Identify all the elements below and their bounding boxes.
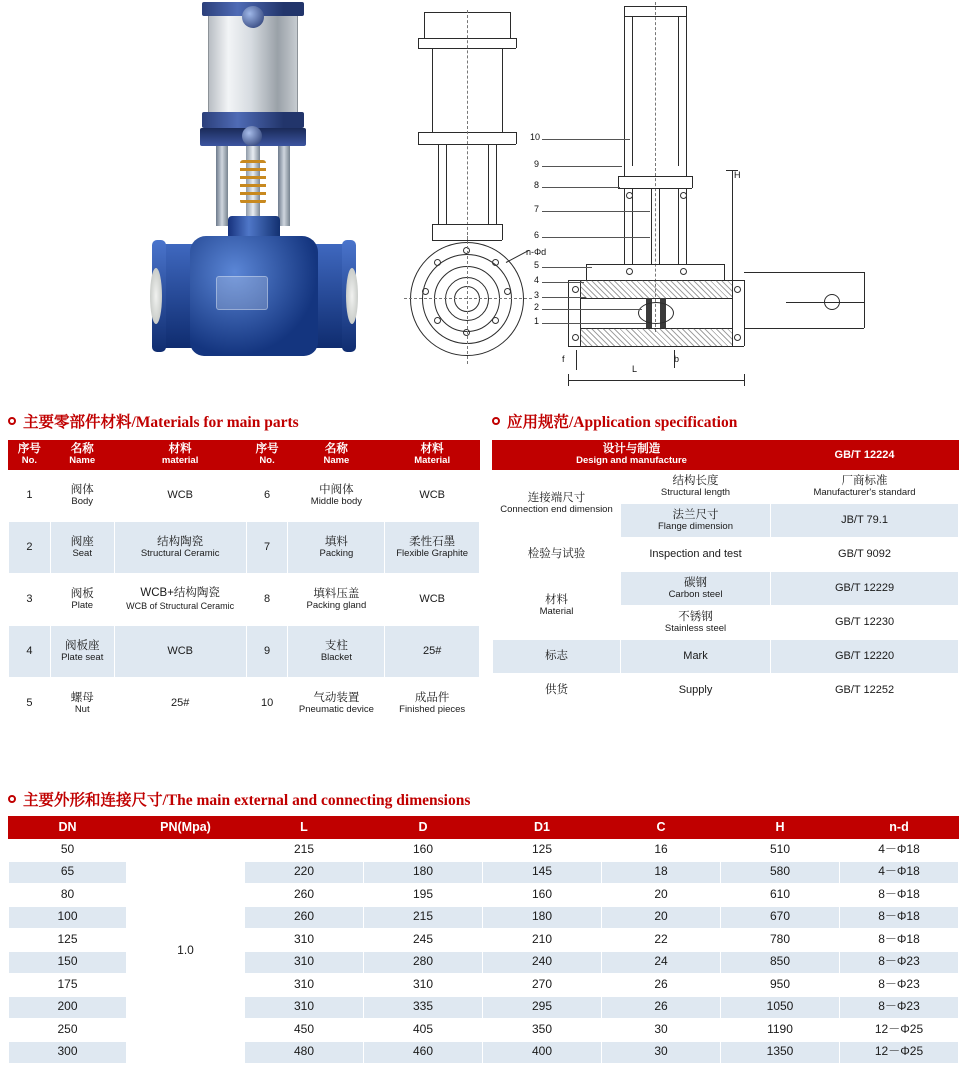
cell-d1: 350 — [483, 1019, 602, 1042]
callout-1: 1 — [534, 316, 540, 326]
cell-d: 335 — [364, 996, 483, 1019]
cell-name-cn: 填料压盖 — [313, 587, 360, 600]
header-name-left — [50, 441, 114, 470]
cell-name-cn: 气动装置 — [313, 691, 360, 704]
cell-d: 195 — [364, 884, 483, 907]
cell-d: 460 — [364, 1041, 483, 1064]
cell-material — [385, 574, 480, 626]
header-material-right-cn: 材料 — [420, 443, 444, 455]
cell-h: 510 — [721, 839, 840, 862]
cell-name-cn: 中阀体 — [319, 483, 354, 496]
cell-name — [288, 574, 385, 626]
cell-name-cn: 阀板座 — [64, 639, 100, 652]
callout-10: 10 — [530, 132, 541, 142]
cell-item-cn: 不锈钢 — [678, 610, 713, 623]
cell-item-cn: 法兰尺寸 — [672, 508, 719, 521]
callout-9: 9 — [534, 159, 540, 169]
nameplate-icon — [216, 276, 268, 310]
materials-table — [8, 440, 480, 730]
cell-name — [50, 626, 114, 678]
cell-group-en: Connection end dimension — [500, 503, 613, 515]
callout-4: 4 — [534, 275, 540, 285]
header-d: D — [364, 817, 483, 839]
cell-d: 245 — [364, 929, 483, 952]
cell-h: 670 — [721, 906, 840, 929]
table-row — [493, 572, 959, 606]
cell-nd: 8－Φ23 — [840, 996, 959, 1019]
cell-c: 30 — [602, 1041, 721, 1064]
cell-d1: 125 — [483, 839, 602, 862]
cell-material — [385, 470, 480, 522]
cell-c: 24 — [602, 951, 721, 974]
table-row — [9, 470, 480, 522]
cell-name-en: Body — [71, 495, 94, 507]
table-row — [493, 470, 959, 504]
yoke-column-right-icon — [278, 146, 290, 226]
cell-dn: 50 — [9, 839, 127, 862]
cell-d1: 160 — [483, 884, 602, 907]
dimension-L-label: L — [632, 364, 638, 374]
cell-material — [385, 678, 480, 730]
dimensions-section-title: 主要外形和连接尺寸/The main external and connecting dimensions — [23, 792, 471, 809]
table-header-row — [493, 441, 959, 470]
cell-item-cn: 碳钢 — [684, 576, 707, 589]
dimension-H-label: H — [734, 170, 741, 180]
cell-name — [288, 522, 385, 574]
cell-material-en: WCB — [419, 593, 445, 606]
cell-item — [621, 538, 771, 572]
cell-material — [114, 574, 246, 626]
cell-name-en: Packing — [319, 547, 354, 559]
cell-standard-cn: 厂商标准 — [841, 474, 888, 487]
cell-material-cn: WCB+结构陶瓷 — [140, 586, 220, 599]
cell-group — [493, 538, 621, 572]
header-h: H — [721, 817, 840, 839]
callout-5: 5 — [534, 260, 540, 270]
cell-no: 5 — [9, 678, 51, 730]
cell-name — [50, 678, 114, 730]
cell-no: 2 — [9, 522, 51, 574]
yoke-column-left-icon — [216, 146, 228, 226]
cell-name — [288, 626, 385, 678]
table-row — [493, 674, 959, 708]
cell-material — [114, 522, 246, 574]
cell-h: 580 — [721, 861, 840, 884]
cell-group-en: Material — [539, 605, 574, 617]
application-table-wrapper — [492, 440, 959, 708]
header-nd: n-d — [840, 817, 959, 839]
cell-name — [288, 470, 385, 522]
bullet-icon — [492, 417, 500, 425]
header-material-right-en: Material — [414, 455, 451, 467]
cell-material-en: WCB of Structural Ceramic — [126, 600, 235, 611]
cell-d: 215 — [364, 906, 483, 929]
header-no-left-cn: 序号 — [17, 443, 41, 455]
cell-material-en: 25# — [170, 697, 190, 710]
cell-d: 310 — [364, 974, 483, 997]
header-l: L — [245, 817, 364, 839]
header-standard: GB/T 12224 — [771, 441, 959, 470]
cell-h: 780 — [721, 929, 840, 952]
cell-d1: 400 — [483, 1041, 602, 1064]
cell-no: 6 — [246, 470, 288, 522]
cell-nd: 4－Φ18 — [840, 839, 959, 862]
table-row — [9, 839, 959, 862]
cell-d1: 270 — [483, 974, 602, 997]
cell-item-en: Flange dimension — [658, 520, 733, 532]
cell-l: 480 — [245, 1041, 364, 1064]
cell-material-cn: 结构陶瓷 — [157, 535, 204, 548]
cell-item-en: Supply — [678, 684, 713, 697]
cell-name-cn: 阀座 — [70, 535, 94, 548]
cell-material — [385, 626, 480, 678]
header-no-right-cn: 序号 — [255, 443, 279, 455]
table-row — [9, 678, 480, 730]
header-material-left — [114, 441, 246, 470]
cell-dn: 125 — [9, 929, 127, 952]
callout-8: 8 — [534, 180, 540, 190]
callout-7: 7 — [534, 204, 540, 214]
cylinder-knob-icon — [242, 6, 264, 28]
header-pn: PN(Mpa) — [127, 817, 245, 839]
cell-name-en: Packing gland — [306, 599, 367, 611]
cell-nd: 8－Φ18 — [840, 929, 959, 952]
header-c: C — [602, 817, 721, 839]
cell-nd: 12－Φ25 — [840, 1041, 959, 1064]
callout-6: 6 — [534, 230, 540, 240]
yoke-knob-icon — [242, 126, 262, 146]
cell-l: 310 — [245, 929, 364, 952]
header-no-right-en: No. — [259, 455, 275, 467]
cell-no: 3 — [9, 574, 51, 626]
cell-standard: GB/T 12220 — [771, 640, 959, 674]
header-name-left-en: Name — [69, 455, 96, 467]
cell-item — [621, 572, 771, 606]
cell-item-en: Structural length — [660, 486, 731, 498]
cell-d: 405 — [364, 1019, 483, 1042]
cell-dn: 175 — [9, 974, 127, 997]
cell-group-cn: 标志 — [545, 650, 568, 663]
cell-h: 1050 — [721, 996, 840, 1019]
parts-section-title: 主要零部件材料/Materials for main parts — [23, 414, 299, 431]
header-design-cn: 设计与制造 — [602, 443, 661, 455]
cell-standard: GB/T 12252 — [771, 674, 959, 708]
cell-material — [385, 522, 480, 574]
header-design-manufacture — [493, 441, 771, 470]
cell-h: 1350 — [721, 1041, 840, 1064]
cell-d1: 295 — [483, 996, 602, 1019]
cell-name-en: Nut — [74, 703, 90, 715]
cell-d: 280 — [364, 951, 483, 974]
cell-item-cn: 结构长度 — [672, 474, 719, 487]
header-no-right — [246, 441, 288, 470]
table-row — [9, 522, 480, 574]
bore-right-icon — [346, 268, 358, 324]
cell-group — [493, 470, 621, 538]
cell-d: 180 — [364, 861, 483, 884]
application-section-heading — [492, 410, 737, 432]
cell-name-cn: 螺母 — [70, 691, 94, 704]
cell-standard: GB/T 12229 — [771, 572, 959, 606]
cell-group-cn: 供货 — [545, 684, 568, 697]
cell-name-cn: 阀体 — [70, 483, 94, 496]
cell-nd: 8－Φ18 — [840, 884, 959, 907]
cell-material-en: WCB — [419, 489, 445, 502]
cell-l: 450 — [245, 1019, 364, 1042]
cell-material-cn: 柔性石墨 — [409, 535, 456, 548]
cell-dn: 80 — [9, 884, 127, 907]
callout-3: 3 — [534, 290, 540, 300]
cell-item-en: Stainless steel — [664, 622, 727, 634]
cell-nd: 8－Φ23 — [840, 974, 959, 997]
dimensions-table-wrapper — [8, 816, 959, 1064]
cell-l: 310 — [245, 951, 364, 974]
header-d1: D1 — [483, 817, 602, 839]
header-name-right — [288, 441, 385, 470]
cell-d1: 240 — [483, 951, 602, 974]
valve-photo — [150, 0, 400, 380]
header-no-left — [9, 441, 51, 470]
cell-dn: 200 — [9, 996, 127, 1019]
header-material-right — [385, 441, 480, 470]
cell-no: 4 — [9, 626, 51, 678]
cell-material — [114, 626, 246, 678]
header-name-right-en: Name — [323, 455, 350, 467]
cell-group — [493, 640, 621, 674]
cell-material-en: 25# — [422, 645, 442, 658]
cell-item — [621, 504, 771, 538]
cell-name-cn: 阀板 — [70, 587, 94, 600]
cell-c: 26 — [602, 974, 721, 997]
table-row — [9, 626, 480, 678]
front-view-nd-label: n-Φd — [526, 247, 547, 257]
cell-material — [114, 678, 246, 730]
cell-nd: 12－Φ25 — [840, 1019, 959, 1042]
cell-h: 950 — [721, 974, 840, 997]
header-material-left-en: material — [161, 455, 199, 467]
cell-l: 260 — [245, 906, 364, 929]
cell-material — [114, 470, 246, 522]
cell-name-en: Seat — [72, 547, 92, 559]
bullet-icon — [8, 795, 16, 803]
cell-standard: JB/T 79.1 — [771, 504, 959, 538]
table-row — [9, 574, 480, 626]
cell-h: 850 — [721, 951, 840, 974]
cell-item — [621, 470, 771, 504]
cell-standard-en: Manufacturer's standard — [813, 486, 916, 498]
cell-name — [50, 522, 114, 574]
table-header-row — [9, 817, 959, 839]
header-no-left-en: No. — [21, 455, 38, 467]
cell-nd: 8－Φ18 — [840, 906, 959, 929]
cell-name-en: Plate seat — [61, 651, 104, 663]
cell-item — [621, 640, 771, 674]
cell-group — [493, 674, 621, 708]
cell-c: 16 — [602, 839, 721, 862]
cell-material-en: Structural Ceramic — [140, 547, 220, 559]
cell-item-en: Carbon steel — [668, 588, 723, 600]
cell-d1: 145 — [483, 861, 602, 884]
cell-name-en: Blacket — [320, 651, 352, 663]
application-section-title: 应用规范/Application specification — [507, 414, 738, 431]
cell-l: 215 — [245, 839, 364, 862]
parts-table-wrapper — [8, 440, 480, 730]
cell-material-en: Flexible Graphite — [396, 547, 469, 559]
cell-l: 220 — [245, 861, 364, 884]
cell-pn: 1.0 — [127, 839, 245, 1064]
dimension-b-label: b — [674, 354, 680, 364]
cell-h: 1190 — [721, 1019, 840, 1042]
parts-section-heading — [8, 410, 299, 432]
cell-l: 310 — [245, 974, 364, 997]
cell-item — [621, 606, 771, 640]
header-design-en: Design and manufacture — [576, 455, 687, 467]
cell-standard: GB/T 12230 — [771, 606, 959, 640]
cell-no: 10 — [246, 678, 288, 730]
cell-item-en: Inspection and test — [649, 548, 742, 561]
section-view-drawing — [528, 2, 958, 390]
cell-material-cn: 成品件 — [414, 691, 450, 704]
cell-no: 1 — [9, 470, 51, 522]
table-header-row — [9, 441, 480, 470]
cell-c: 22 — [602, 929, 721, 952]
cell-group-cn: 检验与试验 — [527, 548, 586, 561]
cell-nd: 8－Φ23 — [840, 951, 959, 974]
cell-h: 610 — [721, 884, 840, 907]
stem-spring-icon — [240, 160, 266, 204]
cell-item — [621, 674, 771, 708]
cell-d1: 180 — [483, 906, 602, 929]
cell-dn: 250 — [9, 1019, 127, 1042]
cell-dn: 65 — [9, 861, 127, 884]
cell-l: 260 — [245, 884, 364, 907]
table-row — [493, 640, 959, 674]
cell-group-cn: 材料 — [545, 593, 568, 606]
cell-material-en: WCB — [167, 645, 193, 658]
cell-l: 310 — [245, 996, 364, 1019]
cell-c: 20 — [602, 884, 721, 907]
cell-c: 18 — [602, 861, 721, 884]
dimensions-table — [8, 816, 959, 1064]
cell-name-en: Plate — [71, 599, 94, 611]
application-specification-table — [492, 440, 959, 708]
dimensions-section-heading — [8, 788, 470, 810]
cell-name — [50, 574, 114, 626]
header-name-left-cn: 名称 — [70, 443, 94, 455]
cell-standard — [771, 470, 959, 504]
cell-d1: 210 — [483, 929, 602, 952]
cell-name-cn: 填料 — [324, 535, 348, 548]
cell-no: 9 — [246, 626, 288, 678]
cell-name-cn: 支柱 — [324, 639, 348, 652]
callout-2: 2 — [534, 302, 540, 312]
cell-standard: GB/T 9092 — [771, 538, 959, 572]
cell-nd: 4－Φ18 — [840, 861, 959, 884]
header-name-right-cn: 名称 — [324, 443, 348, 455]
header-dn: DN — [9, 817, 127, 839]
illustration-area — [0, 0, 966, 392]
cell-c: 30 — [602, 1019, 721, 1042]
cell-no: 8 — [246, 574, 288, 626]
cell-dn: 100 — [9, 906, 127, 929]
cell-c: 26 — [602, 996, 721, 1019]
cell-c: 20 — [602, 906, 721, 929]
bore-left-icon — [150, 268, 162, 324]
cell-dn: 300 — [9, 1041, 127, 1064]
cell-dn: 150 — [9, 951, 127, 974]
cell-name-en: Pneumatic device — [298, 703, 374, 715]
dimension-f-label: f — [562, 354, 565, 364]
cell-item-en: Mark — [683, 650, 708, 663]
cell-name — [50, 470, 114, 522]
cell-material-en: WCB — [167, 489, 193, 502]
cell-material-en: Finished pieces — [399, 703, 466, 715]
cell-group — [493, 572, 621, 640]
header-material-left-cn: 材料 — [168, 443, 192, 455]
cell-d: 160 — [364, 839, 483, 862]
bullet-icon — [8, 417, 16, 425]
cell-name — [288, 678, 385, 730]
table-row — [493, 538, 959, 572]
cell-name-en: Middle body — [310, 495, 363, 507]
cell-group-cn: 连接端尺寸 — [527, 491, 586, 504]
cell-no: 7 — [246, 522, 288, 574]
